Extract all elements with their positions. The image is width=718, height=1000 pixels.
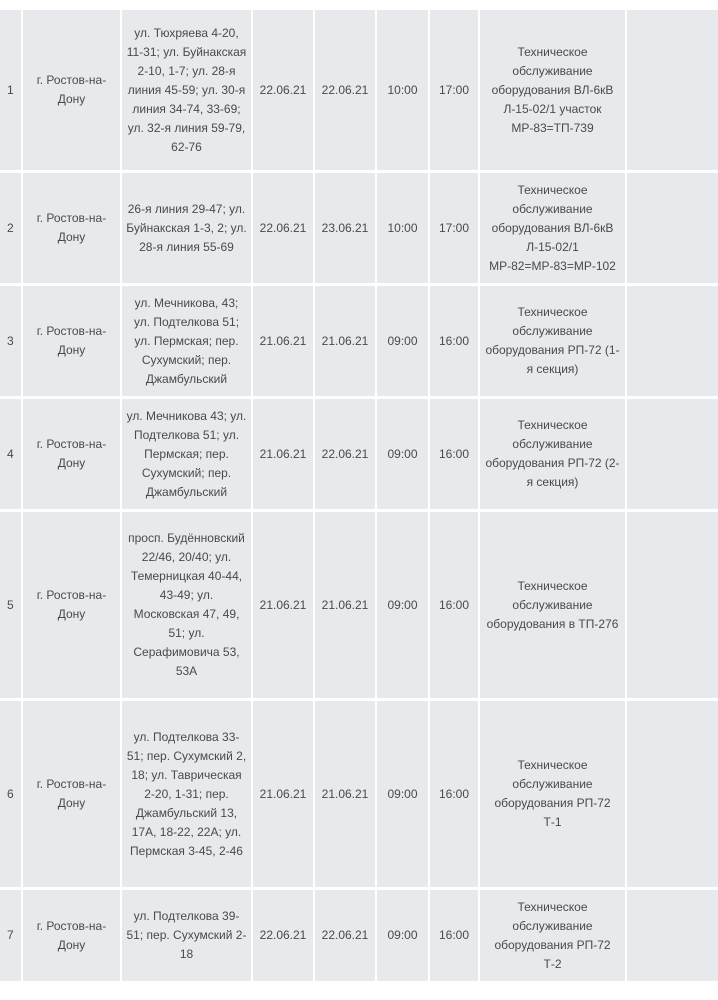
table-row bbox=[0, 286, 718, 399]
table-row bbox=[0, 10, 718, 173]
start-time-cell: 09:00 bbox=[377, 890, 430, 984]
end-date-cell: 21.06.21 bbox=[315, 286, 377, 399]
table-row bbox=[0, 512, 718, 701]
start-date-cell: 21.06.21 bbox=[253, 512, 315, 701]
start-time-cell: 09:00 bbox=[377, 701, 430, 890]
work-description-cell: Техническое обслуживание оборудования в ТП-276 bbox=[480, 512, 627, 701]
work-description-cell: Техническое обслуживание оборудования ВЛ-6кВ Л-15-02/1 участок МР-83=ТП-739 bbox=[480, 10, 627, 173]
row-number: 5 bbox=[0, 512, 23, 701]
end-time-cell: 16:00 bbox=[430, 512, 480, 701]
start-date-cell: 22.06.21 bbox=[253, 890, 315, 984]
end-time-cell: 17:00 bbox=[430, 10, 480, 173]
row-number: 6 bbox=[0, 701, 23, 890]
row-number: 2 bbox=[0, 173, 23, 286]
row-number: 3 bbox=[0, 286, 23, 399]
address-cell: ул. Мечникова, 43; ул. Подтелкова 51; ул. Пермская; пер. Сухумский; пер. Джамбульский bbox=[122, 286, 253, 399]
row-number: 1 bbox=[0, 10, 23, 173]
start-time-cell: 09:00 bbox=[377, 399, 430, 512]
end-date-cell: 23.06.21 bbox=[315, 173, 377, 286]
work-description-cell: Техническое обслуживание оборудования РП-72 (2-я секция) bbox=[480, 399, 627, 512]
row-number: 7 bbox=[0, 890, 23, 984]
address-cell: ул. Подтелкова 33-51; пер. Сухумский 2, 18; ул. Таврическая 2-20, 1-31; пер. Джамбульский 13, 17А, 18-22, 22А; ул. Пермская 3-45, 2-46 bbox=[122, 701, 253, 890]
address-cell: просп. Будённовский 22/46, 20/40; ул. Темерницкая 40-44, 43-49; ул. Московская 47, 49, 51; ул. Серафимовича 53, 53А bbox=[122, 512, 253, 701]
end-time-cell: 16:00 bbox=[430, 701, 480, 890]
city-cell: г. Ростов-на-Дону bbox=[23, 512, 122, 701]
start-time-cell: 09:00 bbox=[377, 512, 430, 701]
address-cell: ул. Подтелкова 39-51; пер. Сухумский 2-18 bbox=[122, 890, 253, 984]
start-date-cell: 22.06.21 bbox=[253, 10, 315, 173]
end-time-cell: 16:00 bbox=[430, 399, 480, 512]
city-cell: г. Ростов-на-Дону bbox=[23, 286, 122, 399]
work-description-cell: Техническое обслуживание оборудования РП-72 Т-1 bbox=[480, 701, 627, 890]
start-time-cell: 10:00 bbox=[377, 173, 430, 286]
extra-cell bbox=[627, 173, 718, 286]
extra-cell bbox=[627, 890, 718, 984]
end-date-cell: 22.06.21 bbox=[315, 399, 377, 512]
table-row bbox=[0, 701, 718, 890]
end-time-cell: 16:00 bbox=[430, 286, 480, 399]
outage-table bbox=[0, 10, 718, 984]
end-time-cell: 16:00 bbox=[430, 890, 480, 984]
address-cell: 26-я линия 29-47; ул. Буйнакская 1-3, 2; ул. 28-я линия 55-69 bbox=[122, 173, 253, 286]
start-date-cell: 21.06.21 bbox=[253, 701, 315, 890]
table-row bbox=[0, 399, 718, 512]
start-date-cell: 22.06.21 bbox=[253, 173, 315, 286]
work-description-cell: Техническое обслуживание оборудования ВЛ-6кВ Л-15-02/1 МР-82=МР-83=МР-102 bbox=[480, 173, 627, 286]
end-date-cell: 22.06.21 bbox=[315, 10, 377, 173]
work-description-cell: Техническое обслуживание оборудования РП-72 (1-я секция) bbox=[480, 286, 627, 399]
start-date-cell: 21.06.21 bbox=[253, 399, 315, 512]
city-cell: г. Ростов-на-Дону bbox=[23, 10, 122, 173]
work-description-cell: Техническое обслуживание оборудования РП-72 Т-2 bbox=[480, 890, 627, 984]
start-date-cell: 21.06.21 bbox=[253, 286, 315, 399]
extra-cell bbox=[627, 701, 718, 890]
table-body bbox=[0, 10, 718, 984]
table-row bbox=[0, 173, 718, 286]
end-date-cell: 21.06.21 bbox=[315, 512, 377, 701]
city-cell: г. Ростов-на-Дону bbox=[23, 173, 122, 286]
row-number: 4 bbox=[0, 399, 23, 512]
address-cell: ул. Тюхряева 4-20, 11-31; ул. Буйнакская 2-10, 1-7; ул. 28-я линия 45-59; ул. 30-я линия 34-74, 33-69; ул. 32-я линия 59-79, 62-76 bbox=[122, 10, 253, 173]
extra-cell bbox=[627, 10, 718, 173]
end-date-cell: 21.06.21 bbox=[315, 701, 377, 890]
extra-cell bbox=[627, 286, 718, 399]
extra-cell bbox=[627, 512, 718, 701]
city-cell: г. Ростов-на-Дону bbox=[23, 701, 122, 890]
table-row bbox=[0, 890, 718, 984]
start-time-cell: 10:00 bbox=[377, 10, 430, 173]
address-cell: ул. Мечникова 43; ул. Подтелкова 51; ул. Пермская; пер. Сухумский; пер. Джамбульский bbox=[122, 399, 253, 512]
extra-cell bbox=[627, 399, 718, 512]
end-date-cell: 22.06.21 bbox=[315, 890, 377, 984]
city-cell: г. Ростов-на-Дону bbox=[23, 890, 122, 984]
city-cell: г. Ростов-на-Дону bbox=[23, 399, 122, 512]
start-time-cell: 09:00 bbox=[377, 286, 430, 399]
end-time-cell: 17:00 bbox=[430, 173, 480, 286]
